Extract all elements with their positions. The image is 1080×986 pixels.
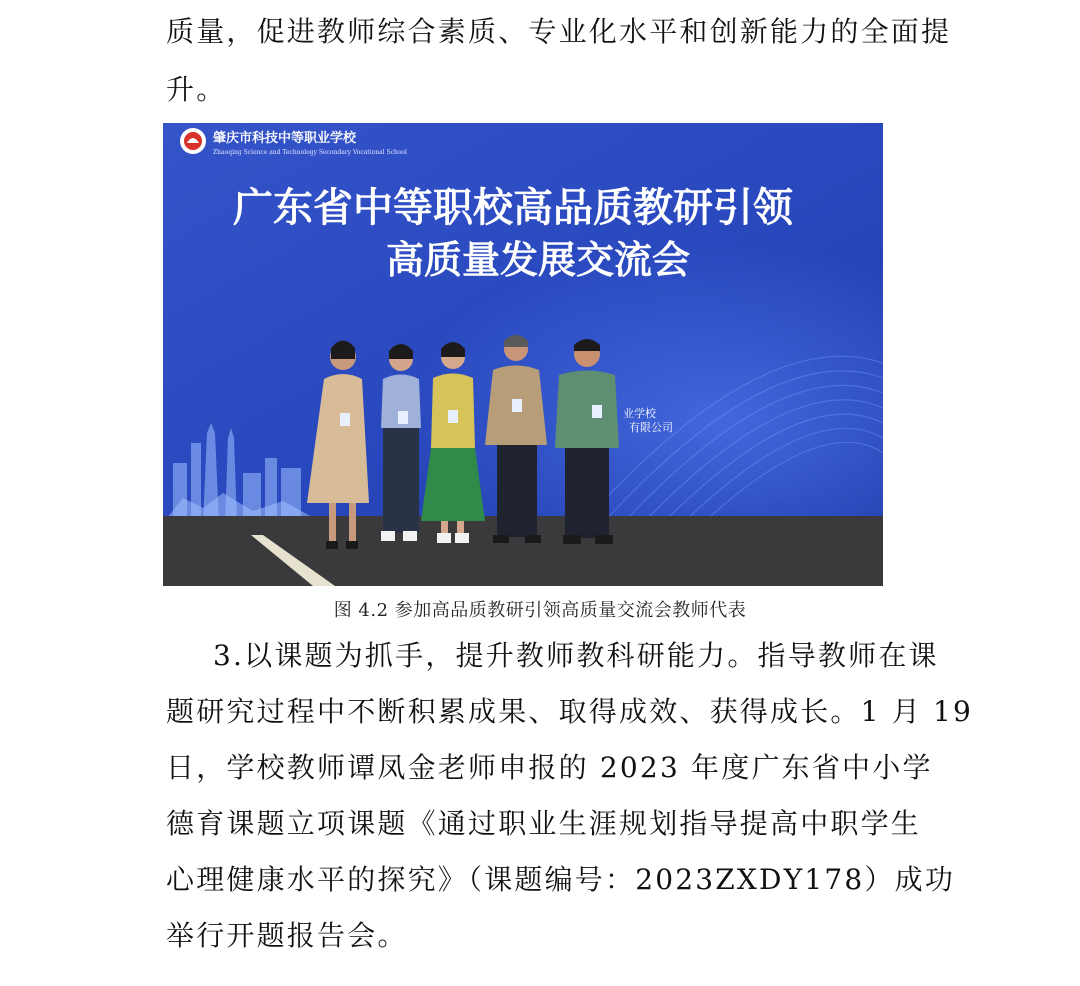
school-name: 肇庆市科技中等职业学校: [213, 131, 357, 146]
body-text-line: 升。: [166, 73, 227, 106]
body-text-line: 德育课题立项课题《通过职业生涯规划指导提高中职学生: [166, 807, 922, 840]
event-photo: [163, 123, 883, 586]
banner-title-line1: 广东省中等职校高品质教研引领: [233, 185, 793, 231]
body-text-line: 日，学校教师谭凤金老师申报的 2023 年度广东省中小学: [166, 751, 933, 784]
body-text-line: 题研究过程中不断积累成果、取得成效、获得成长。1 月 19: [166, 695, 974, 728]
banner-side-text: 业学校: [623, 407, 656, 420]
body-text-line: 3.以课题为抓手，提升教师教科研能力。指导教师在课: [213, 639, 939, 672]
banner-side-text: 有限公司: [629, 421, 673, 434]
body-text-line: 质量，促进教师综合素质、专业化水平和创新能力的全面提: [166, 15, 952, 48]
banner-title-line2: 高质量发展交流会: [385, 238, 691, 282]
figure-caption: 图 4.2 参加高品质教研引领高质量交流会教师代表: [333, 600, 747, 621]
body-text-line: 心理健康水平的探究》（课题编号：2023ZXDY178）成功: [166, 863, 956, 896]
school-name-en: Zhaoqing Science and Technology Secondary Vocational School: [213, 149, 407, 156]
body-text-line: 举行开题报告会。: [166, 919, 408, 952]
